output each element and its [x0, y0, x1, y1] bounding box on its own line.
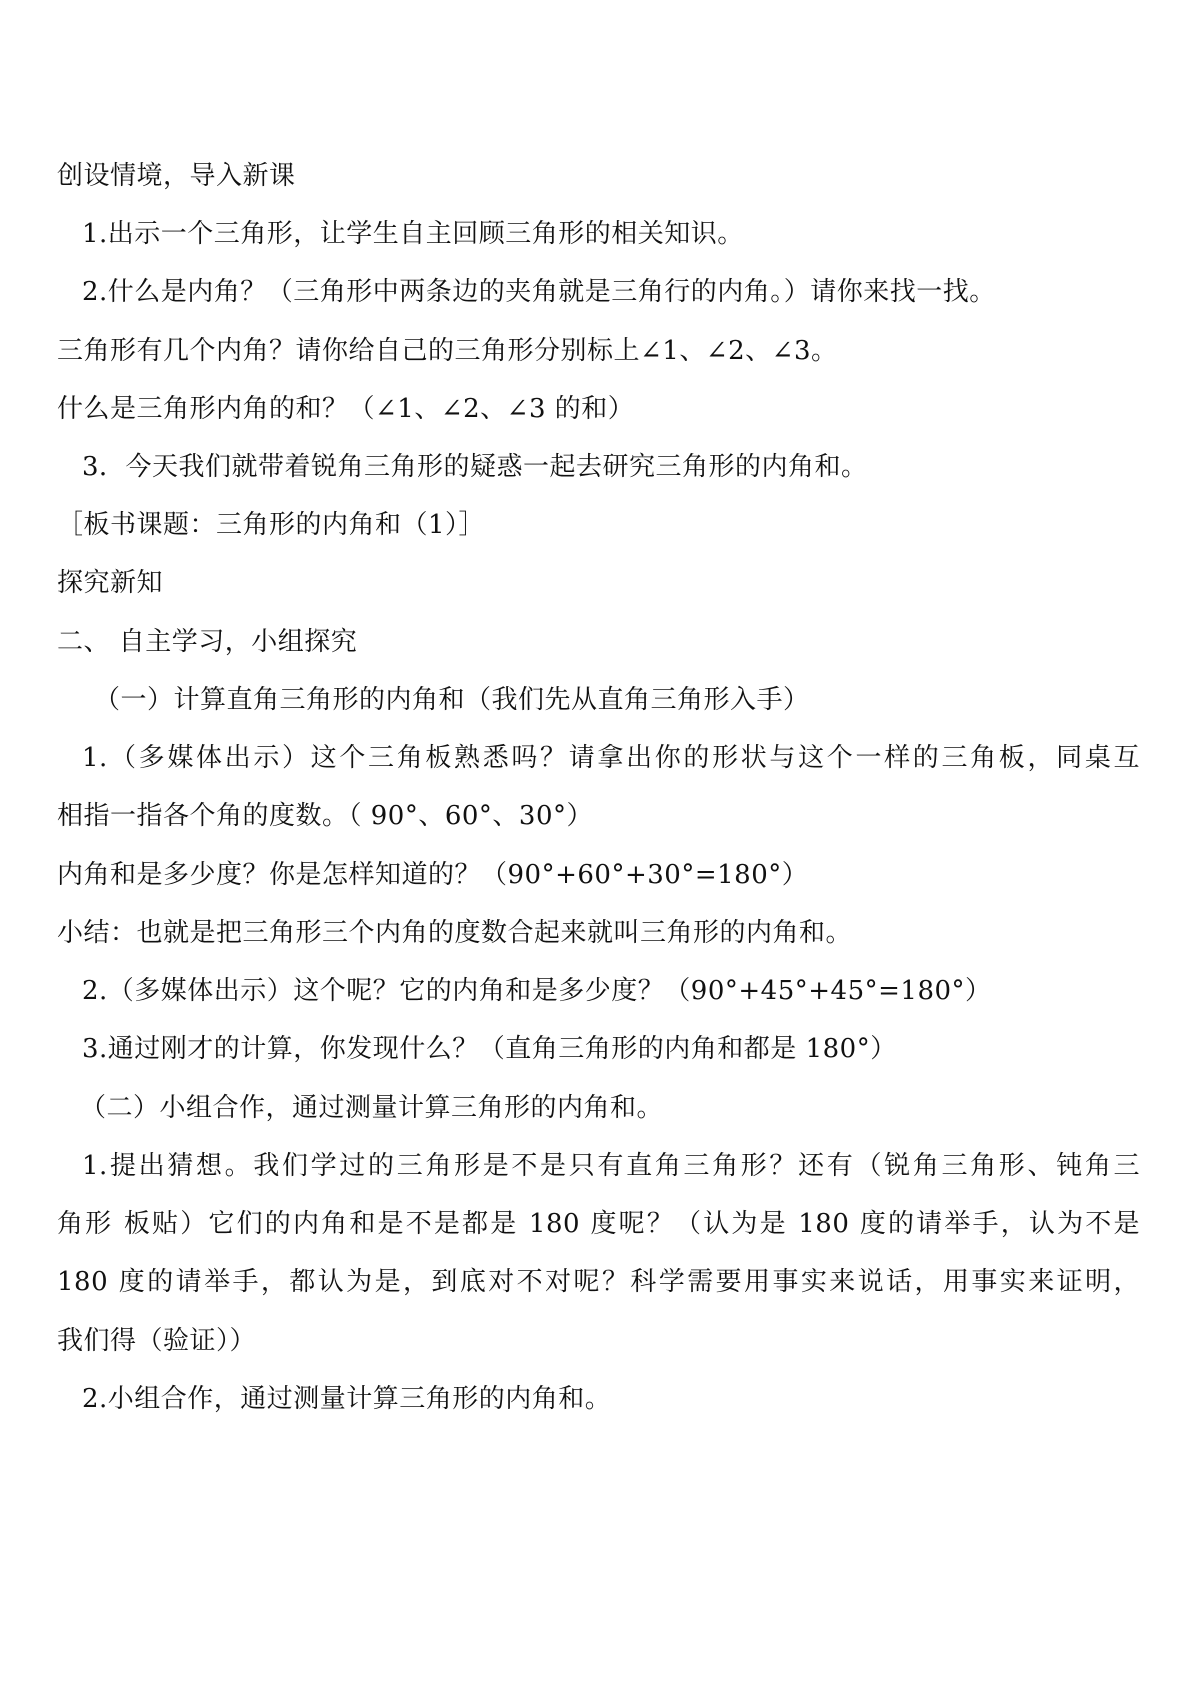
paragraph-line: 什么是三角形内角的和？（∠1、∠2、∠3 的和） [57, 394, 635, 424]
paragraph-line: 1.出示一个三角形，让学生自主回顾三角形的相关知识。 [82, 219, 744, 249]
paragraph-line: 1.（多媒体出示）这个三角板熟悉吗？请拿出你的形状与这个一样的三角板，同桌互 [82, 743, 1140, 773]
paragraph-line: 角形 板贴）它们的内角和是不是都是 180 度呢？（认为是 180 度的请举手，认为不是 [57, 1209, 1140, 1239]
summary-line: 小结：也就是把三角形三个内角的度数合起来就叫三角形的内角和。 [57, 918, 853, 948]
paragraph-line: 三角形有几个内角？请你给自己的三角形分别标上∠1、∠2、∠3。 [57, 336, 838, 366]
paragraph-line: 1.提出猜想。我们学过的三角形是不是只有直角三角形？还有（锐角三角形、钝角三 [82, 1151, 1140, 1181]
section-heading-intro: 创设情境，导入新课 [57, 161, 296, 191]
section-heading-explore: 探究新知 [57, 568, 164, 598]
paragraph-line: 3．今天我们就带着锐角三角形的疑惑一起去研究三角形的内角和。 [82, 452, 868, 482]
paragraph-line: 2.什么是内角？（三角形中两条边的夹角就是三角行的内角。）请你来找一找。 [82, 277, 996, 307]
subsection-heading-right-triangle: （一）计算直角三角形的内角和（我们先从直角三角形入手） [94, 685, 810, 715]
paragraph-line: 相指一指各个角的度数。（ 90°、60°、30°） [57, 801, 594, 831]
board-title-line: ［板书课题：三角形的内角和（1）］ [57, 510, 486, 540]
paragraph-line: 我们得（验证）） [57, 1326, 257, 1356]
paragraph-line: 180 度的请举手，都认为是，到底对不对呢？科学需要用事实来说话，用事实来证明， [57, 1267, 1140, 1297]
paragraph-line: 2.小组合作，通过测量计算三角形的内角和。 [82, 1384, 612, 1414]
paragraph-line: 2.（多媒体出示）这个呢？它的内角和是多少度？（90°+45°+45°=180°） [82, 976, 992, 1006]
paragraph-line: 3.通过刚才的计算，你发现什么？（直角三角形的内角和都是 180°） [82, 1034, 897, 1064]
paragraph-line: 内角和是多少度？你是怎样知道的？（90°+60°+30°=180°） [57, 860, 809, 890]
subsection-heading-group-work: （二）小组合作，通过测量计算三角形的内角和。 [80, 1093, 664, 1123]
section-heading-self-study: 二、 自主学习，小组探究 [57, 627, 358, 657]
